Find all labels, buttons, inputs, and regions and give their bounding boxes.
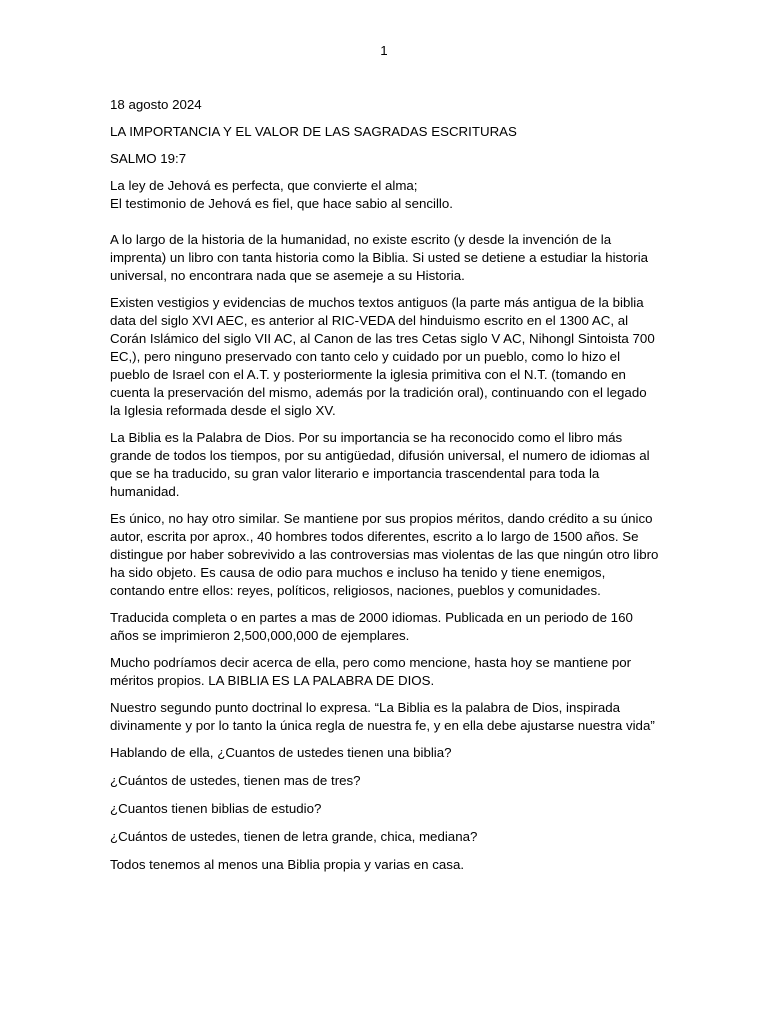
paragraph: Traducida completa o en partes a mas de 2000 idiomas. Publicada en un periodo de 160 años se imprimieron 2,500,000,000 de ejemplares. <box>110 610 633 643</box>
paragraph: A lo largo de la historia de la humanidad, no existe escrito (y desde la invención de la imprenta) un libro con tanta historia como la Biblia. Si usted se detiene a estudiar la historia universal, no encontrara nada que se asemeje a su Historia. <box>110 232 649 283</box>
question: ¿Cuántos de ustedes, tienen de letra grande, chica, mediana? <box>110 829 478 844</box>
scripture-verse <box>110 177 660 213</box>
verse-line: El testimonio de Jehová es fiel, que hace sabio al sencillo. <box>110 196 453 211</box>
page-number: 1 <box>380 43 388 58</box>
scripture-reference: SALMO 19:7 <box>110 151 187 166</box>
paragraph: La Biblia es la Palabra de Dios. Por su importancia se ha reconocido como el libro más grande de todos los tiempos, por su antigüedad, difusión universal, el numero de idiomas al que se ha traducido, su gran valor literario e importancia trascendental para toda la humanidad. <box>110 430 650 499</box>
question: ¿Cuántos de ustedes, tienen mas de tres? <box>110 773 361 788</box>
paragraph: Nuestro segundo punto doctrinal lo expresa. “La Biblia es la palabra de Dios, inspirada divinamente y por lo tanto la única regla de nuestra fe, y en ella debe ajustarse nuestra vida” <box>110 700 655 733</box>
document-body <box>110 96 660 884</box>
paragraph: Existen vestigios y evidencias de muchos textos antiguos (la parte más antigua de la biblia data del siglo XVI AEC, es anterior al RIC-VEDA del hinduismo escrito en el 1300 AC, al Corán Islámico del siglo VII AC, al Canon de las tres Cetas siglo V AC, Nihongl Sintoista 700 EC,), pero ninguno preservado con tanto celo y cuidado por un pueblo, como lo hizo el pueblo de Israel con el A.T. y posteriormente la iglesia primitiva con el N.T. (tomando en cuenta la preservación del mismo, además por la tradición oral), continuando con el legado la Iglesia reformada desde el siglo XV. <box>110 295 655 418</box>
document-date: 18 agosto 2024 <box>110 97 202 112</box>
question: ¿Cuantos tienen biblias de estudio? <box>110 801 322 816</box>
paragraph: Es único, no hay otro similar. Se mantiene por sus propios méritos, dando crédito a su único autor, escrita por aprox., 40 hombres todos diferentes, escrito a lo largo de 1500 años. Se distingue por haber sobrevivido a las controversias mas violentas de las que ningún otro libro ha sido objeto. Es causa de odio para muchos e incluso ha tenido y tiene enemigos, contando entre ellos: reyes, políticos, religiosos, naciones, pueblos y comunidades. <box>110 511 659 598</box>
verse-line: La ley de Jehová es perfecta, que convierte el alma; <box>110 178 418 193</box>
question: Hablando de ella, ¿Cuantos de ustedes tienen una biblia? <box>110 745 452 760</box>
document-title: LA IMPORTANCIA Y EL VALOR DE LAS SAGRADAS ESCRITURAS <box>110 124 517 139</box>
paragraph: Todos tenemos al menos una Biblia propia y varias en casa. <box>110 857 465 872</box>
paragraph: Mucho podríamos decir acerca de ella, pero como mencione, hasta hoy se mantiene por méritos propios. LA BIBLIA ES LA PALABRA DE DIOS. <box>110 655 632 688</box>
